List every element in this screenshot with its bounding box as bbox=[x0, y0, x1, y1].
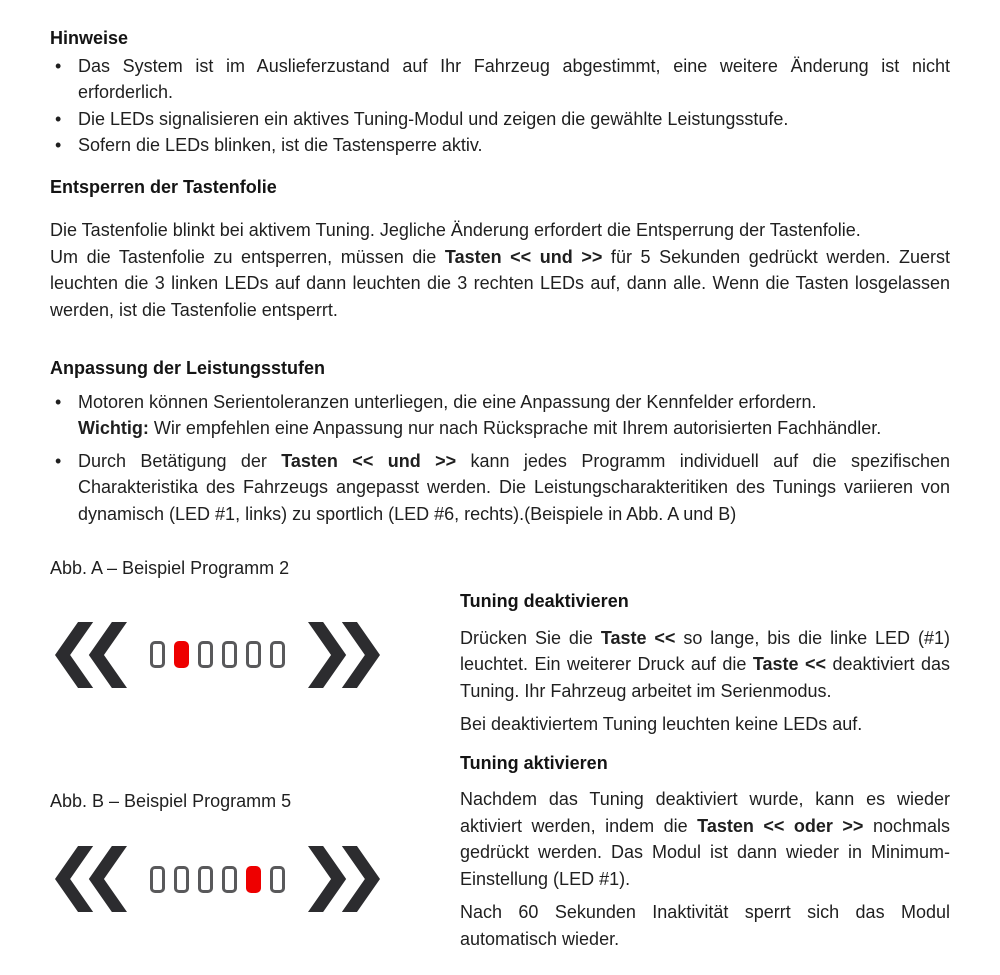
list-item: • Das System ist im Auslieferzustand auf Ihr Fahrzeug abgestimmt, eine weitere Änderung ist nicht erforderlich. bbox=[50, 53, 950, 106]
led-5-off bbox=[246, 641, 261, 668]
led-4-off bbox=[222, 866, 237, 893]
led-2-active bbox=[174, 641, 189, 668]
anpassung-bullet-list bbox=[50, 389, 950, 528]
figure-b-caption: Abb. B – Beispiel Programm 5 bbox=[50, 790, 292, 811]
double-chevron-right-icon bbox=[308, 622, 380, 688]
figure-a-caption: Abb. A – Beispiel Programm 2 bbox=[50, 558, 290, 578]
text-segment: • Motoren können Serientoleranzen unterliegen, die eine Anpassung der Kennfelder erfordern. bbox=[78, 391, 817, 412]
led-row bbox=[150, 866, 285, 893]
led-1-off bbox=[150, 641, 165, 668]
section-anpassung bbox=[50, 355, 950, 527]
figure-a bbox=[50, 555, 460, 688]
figure-b bbox=[50, 788, 460, 913]
text-segment: Drücken Sie die bbox=[460, 627, 601, 648]
text-segment: Nachdem das Tuning deaktiviert wurde, kann es wieder aktiviert werden, indem die bbox=[460, 789, 950, 836]
led-row bbox=[150, 641, 285, 668]
wichtig-line bbox=[78, 415, 950, 442]
text-segment: deaktiviert das Tuning. Ihr Fahrzeug arbeitet im Serienmodus. bbox=[460, 654, 950, 701]
bold-keys-segment: Tasten << und >> bbox=[444, 246, 603, 267]
hinweise-heading: Hinweise bbox=[50, 28, 129, 48]
list-item: • Die LEDs signalisieren ein aktives Tuning-Modul und zeigen die gewählte Leistungsstufe. bbox=[50, 106, 950, 133]
entsperren-paragraph-2 bbox=[50, 244, 950, 324]
text-segment: Um die Tastenfolie zu entsperren, müssen die bbox=[50, 246, 445, 267]
led-display-b bbox=[55, 846, 460, 912]
bold-keys-segment: Taste << bbox=[600, 627, 676, 648]
double-chevron-right-icon bbox=[308, 846, 380, 912]
text-segment: nochmals gedrückt werden. Das Modul ist dann wieder in Minimum-Einstellung (LED #1). bbox=[460, 815, 950, 889]
text-segment: Wir empfehlen eine Anpassung nur nach Rücksprache mit Ihrem autorisierten Fachhändler. bbox=[148, 418, 882, 438]
led-6-off bbox=[270, 641, 285, 668]
double-chevron-left-icon bbox=[55, 622, 127, 688]
entsperren-paragraph-1: Die Tastenfolie blinkt bei aktivem Tuning. Jegliche Änderung erfordert die Entsperrung der Tastenfolie. bbox=[50, 220, 861, 240]
instructions-column bbox=[460, 555, 950, 959]
entsperren-heading: Entsperren der Tastenfolie bbox=[50, 176, 277, 197]
led-3-off bbox=[198, 641, 213, 668]
deaktivieren-heading: Tuning deaktivieren bbox=[460, 591, 629, 611]
anpassung-heading: Anpassung der Leistungsstufen bbox=[50, 358, 326, 378]
list-item bbox=[50, 448, 950, 528]
deaktivieren-paragraph-1 bbox=[460, 625, 950, 705]
list-item: • Sofern die LEDs blinken, ist die Tastensperre aktiv. bbox=[50, 132, 950, 159]
bold-keys-segment: Taste << bbox=[752, 654, 827, 674]
text-segment: Durch Betätigung der bbox=[78, 450, 282, 471]
section-entsperren bbox=[50, 174, 950, 324]
double-chevron-left-icon bbox=[55, 846, 127, 912]
text-segment: so lange, bis die linke LED (#1) leuchtet. Ein weiterer Druck auf die bbox=[460, 627, 950, 674]
led-display-a bbox=[55, 622, 460, 688]
hinweise-bullet-list bbox=[50, 53, 950, 159]
bold-wichtig-segment: Wichtig: bbox=[78, 418, 149, 438]
list-item bbox=[50, 389, 950, 442]
aktivieren-paragraph-1 bbox=[460, 786, 950, 892]
aktivieren-heading: Tuning aktivieren bbox=[460, 752, 608, 773]
figures-column bbox=[50, 555, 460, 959]
bold-keys-segment: Tasten << und >> bbox=[281, 450, 457, 471]
deaktivieren-paragraph-2: Bei deaktiviertem Tuning leuchten keine LEDs auf. bbox=[460, 714, 863, 734]
aktivieren-paragraph-2: Nach 60 Sekunden Inaktivität sperrt sich das Modul automatisch wieder. bbox=[460, 902, 950, 949]
section-hinweise bbox=[50, 25, 950, 159]
led-2-off bbox=[174, 866, 189, 893]
led-5-active bbox=[246, 866, 261, 893]
led-3-off bbox=[198, 866, 213, 893]
led-1-off bbox=[150, 866, 165, 893]
text-segment: kann jedes Programm individuell auf die spezifischen Charakteristika des Fahrzeugs angepasst werden. Die Leistungscharakteritiken des Tunings variieren von dynamisch (LED #1, links) zu sportlich (LED #6, rechts).(Beispiele in Abb. A und B) bbox=[78, 450, 950, 524]
two-column-area bbox=[50, 555, 950, 959]
led-4-off bbox=[222, 641, 237, 668]
led-6-off bbox=[270, 866, 285, 893]
text-segment: für 5 Sekunden gedrückt werden. Zuerst leuchten die 3 linken LEDs auf dann leuchten die 3 rechten LEDs auf, dann alle. Wenn die Tasten losgelassen werden, ist die Tastenfolie entsperrt. bbox=[50, 246, 950, 320]
bold-keys-segment: Tasten << oder >> bbox=[697, 815, 864, 836]
